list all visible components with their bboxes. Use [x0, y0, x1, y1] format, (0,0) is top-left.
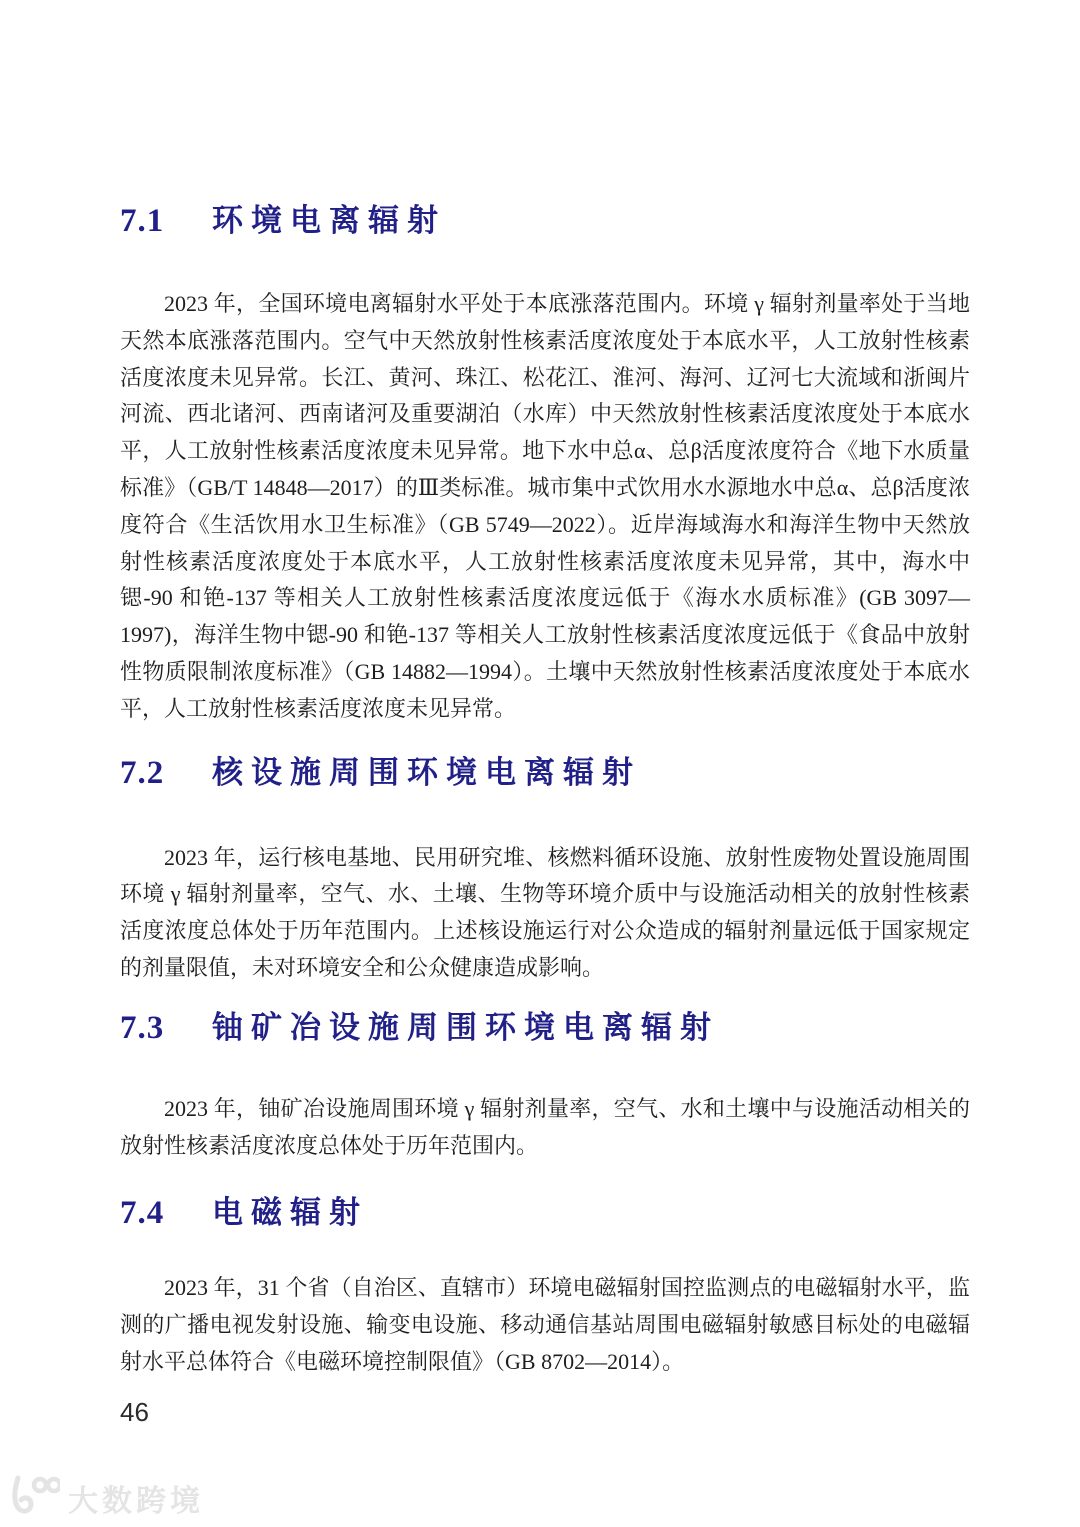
section-7-1: [120, 200, 970, 728]
section-7-4: [120, 1192, 970, 1380]
watermark: [8, 1474, 204, 1521]
section-number: 7.4: [120, 1195, 165, 1232]
section-7-3: [120, 1007, 970, 1165]
section-paragraph: 2023 年，运行核电基地、民用研究堆、核燃料循环设施、放射性废物处置设施周围环境 γ 辐射剂量率，空气、水、土壤、生物等环境介质中与设施活动相关的放射性核素活度浓度总体处于历年范围内。上述核设施运行对公众造成的辐射剂量远低于国家规定的剂量限值，未对环境安全和公众健康造成影响。: [120, 844, 970, 980]
watermark-logo-icon: [8, 1474, 60, 1521]
section-paragraph: 2023 年，31 个省（自治区、直辖市）环境电磁辐射国控监测点的电磁辐射水平，监测的广播电视发射设施、输变电设施、移动通信基站周围电磁辐射敏感目标处的电磁辐射水平总体符合《电磁环境控制限值》（GB 8702—2014）。: [120, 1275, 970, 1374]
section-number: 7.2: [120, 754, 165, 791]
section-7-2: [120, 752, 970, 987]
section-paragraph: 2023 年，铀矿冶设施周围环境 γ 辐射剂量率，空气、水和土壤中与设施活动相关的放射性核素活度浓度总体处于历年范围内。: [120, 1095, 970, 1158]
section-title: 环境电离辐射: [212, 203, 446, 238]
section-heading-7-1: [120, 200, 970, 242]
section-title: 铀矿冶设施周围环境电离辐射: [212, 1009, 719, 1045]
section-heading-7-4: [120, 1192, 970, 1234]
section-paragraph: 2023 年，全国环境电离辐射水平处于本底涨落范围内。环境 γ 辐射剂量率处于当地天然本底涨落范围内。空气中天然放射性核素活度浓度处于本底水平，人工放射性核素活度浓度未见异常。长江、黄河、珠江、松花江、淮河、海河、辽河七大流域和浙闽片河流、西北诸河、西南诸河及重要湖泊（水库）中天然放射性核素活度浓度处于本底水平，人工放射性核素活度浓度未见异常。地下水中总α、总β活度浓度符合《地下水质量标准》（GB/T 14848—2017）的Ⅲ类标准。城市集中式饮用水水源地水中总α、总β活度浓度符合《生活饮用水卫生标准》（GB 5749—2022）。近岸海域海水和海洋生物中天然放射性核素活度浓度处于本底水平，人工放射性核素活度浓度未见异常，其中，海水中锶-90 和铯-137 等相关人工放射性核素活度浓度远低于《海水水质标准》(GB 3097—1997)，海洋生物中锶-90 和铯-137 等相关人工放射性核素活度浓度远低于《食品中放射性物质限制浓度标准》（GB 14882—1994）。土壤中天然放射性核素活度浓度处于本底水平，人工放射性核素活度浓度未见异常。: [120, 291, 970, 721]
page-number: 46: [120, 1396, 149, 1427]
watermark-text: 大数跨境: [68, 1484, 204, 1518]
section-number: 7.3: [120, 1009, 165, 1046]
section-number: 7.1: [120, 203, 165, 239]
section-title: 核设施周围环境电离辐射: [212, 754, 641, 790]
section-heading-7-2: [120, 752, 970, 794]
page-content: [120, 0, 970, 1428]
section-heading-7-3: [120, 1007, 970, 1049]
section-title: 电磁辐射: [212, 1195, 368, 1231]
